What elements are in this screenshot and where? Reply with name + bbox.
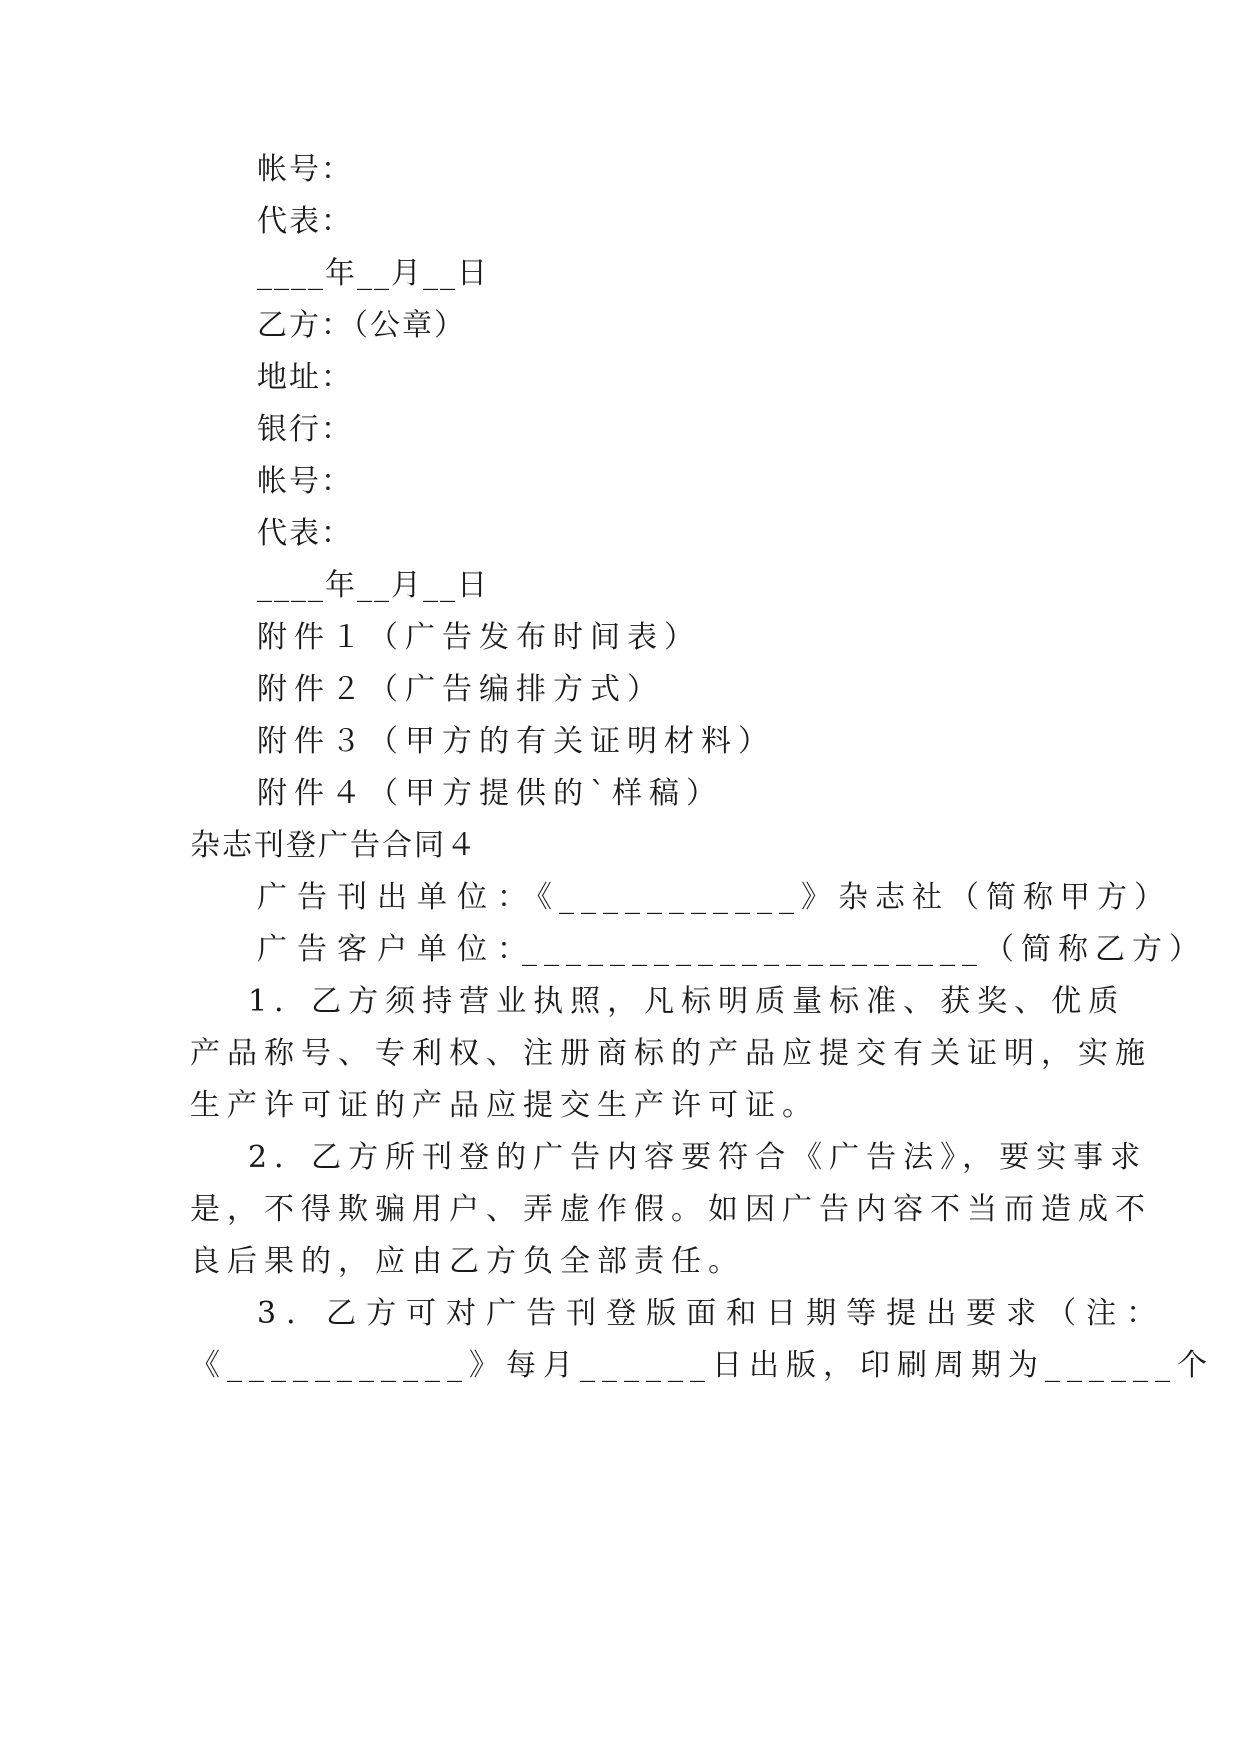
party-b-address-label: 地址： [257,360,353,395]
party-a-date-line: ____年__月__日 [257,256,489,291]
attachment-1: 附件１（广告发布时间表） [257,620,701,655]
publisher-label: 广告刊出单位： [257,880,537,915]
party-a-representative-label: 代表： [257,204,353,239]
clause2-line3: 良后果的，应由乙方负全部责任。 [190,1244,745,1279]
contract4-title: 杂志刊登广告合同４ [190,828,478,863]
clause1-line3: 生产许可证的产品应提交生产许可证。 [190,1088,819,1123]
party-b-representative-label: 代表： [257,516,353,551]
party-b-bank-label: 银行： [257,412,353,447]
client-value: _____________________（简称乙方） [522,932,1206,967]
party-a-account-label: 帐号： [257,152,353,187]
party-b-account-label: 帐号： [257,464,353,499]
publisher-value: 《___________》杂志社（简称甲方） [522,880,1171,915]
clause2-line2: 是，不得欺骗用户、弄虚作假。如因广告内容不当而造成不 [190,1192,1152,1227]
clause2-line1: 2．乙方所刊登的广告内容要符合《广告法》，要实事求 [248,1140,1148,1175]
client-label: 广告客户单位： [257,932,537,967]
attachment-4: 附件４（甲方提供的`样稿） [257,776,723,811]
clause3-line2: 《___________》每月______日出版，印刷周期为______个 [190,1348,1214,1383]
attachment-3: 附件３（甲方的有关证明材料） [257,724,775,759]
clause3-line1: 3．乙方可对广告刊登版面和日期等提出要求（注： [257,1296,1167,1331]
clause1-line1: 1．乙方须持营业执照，凡标明质量标准、获奖、优质 [248,984,1126,1019]
attachment-2: 附件２（广告编排方式） [257,672,664,707]
party-b-date-line: ____年__月__日 [257,568,489,603]
clause1-line2: 产品称号、专利权、注册商标的产品应提交有关证明，实施 [190,1036,1152,1071]
party-b-title: 乙方：（公章） [257,308,466,343]
